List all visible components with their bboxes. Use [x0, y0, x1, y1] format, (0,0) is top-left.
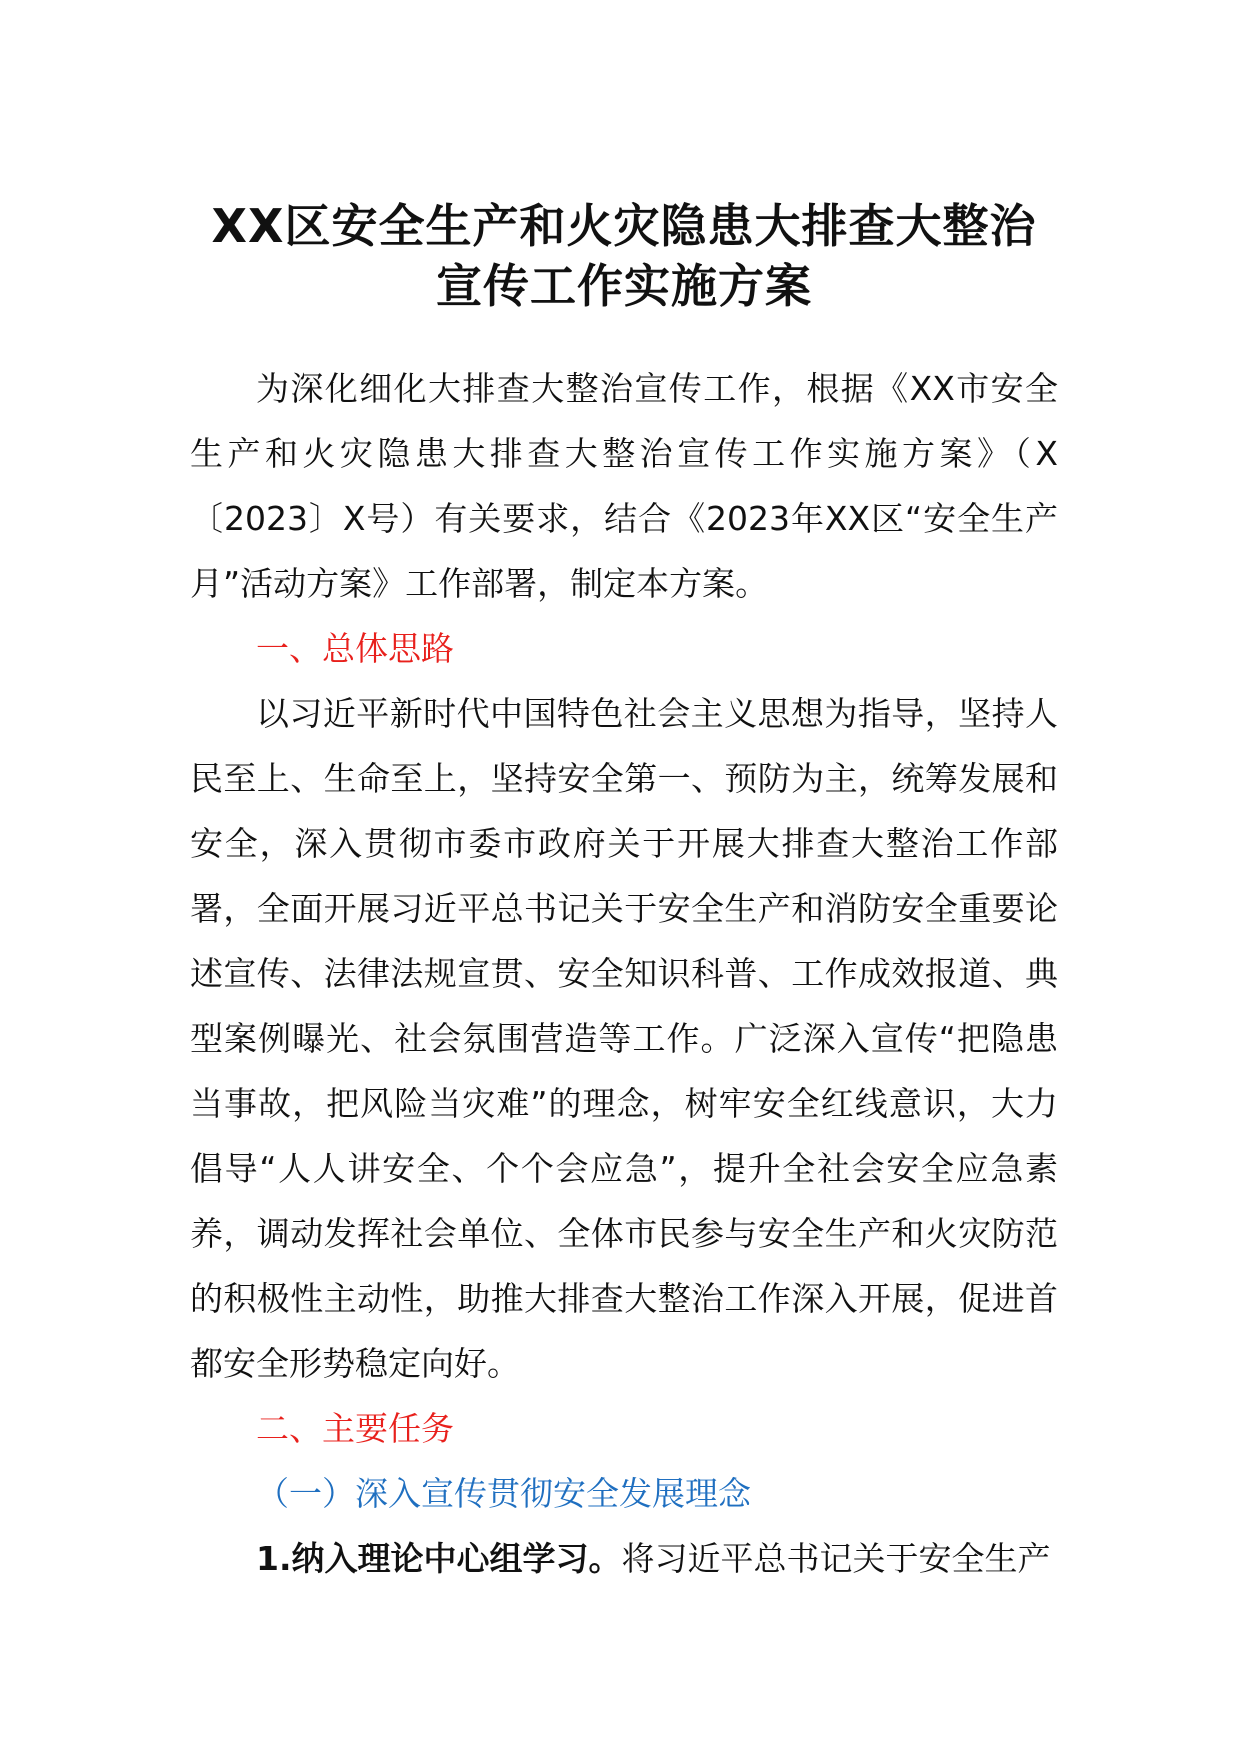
section-heading-main-tasks: 二、主要任务 — [256, 1409, 454, 1448]
document-page — [190, 196, 1058, 1591]
section-heading-overall-approach: 一、总体思路 — [256, 629, 454, 668]
intro-paragraph: 为深化细化大排查大整治宣传工作，根据《XX市安全生产和火灾隐患大排查大整治宣传工作实施方案》（X〔2023〕X号）有关要求，结合《2023年XX区“安全生产月”活动方案》工作部署，制定本方案。 — [190, 369, 1058, 603]
item-1-label: 1.纳入理论中心组学习。 — [256, 1539, 622, 1578]
item-1-paragraph — [190, 1526, 1058, 1591]
overall-approach-paragraph: 以习近平新时代中国特色社会主义思想为指导，坚持人民至上、生命至上，坚持安全第一、预防为主，统筹发展和安全，深入贯彻市委市政府关于开展大排查大整治工作部署，全面开展习近平总书记关于安全生产和消防安全重要论述宣传、法律法规宣贯、安全知识科普、工作成效报道、典型案例曝光、社会氛围营造等工作。广泛深入宣传“把隐患当事故，把风险当灾难”的理念，树牢安全红线意识，大力倡导“人人讲安全、个个会应急”，提升全社会安全应急素养，调动发挥社会单位、全体市民参与安全生产和火灾防范的积极性主动性，助推大排查大整治工作深入开展，促进首都安全形势稳定向好。 — [190, 694, 1058, 1383]
document-title: XX区安全生产和火灾隐患大排查大整治宣传工作实施方案 — [211, 199, 1037, 313]
subsection-heading-1: （一）深入宣传贯彻安全发展理念 — [256, 1474, 751, 1513]
item-1-text: 将习近平总书记关于安全生产 — [621, 1539, 1051, 1578]
